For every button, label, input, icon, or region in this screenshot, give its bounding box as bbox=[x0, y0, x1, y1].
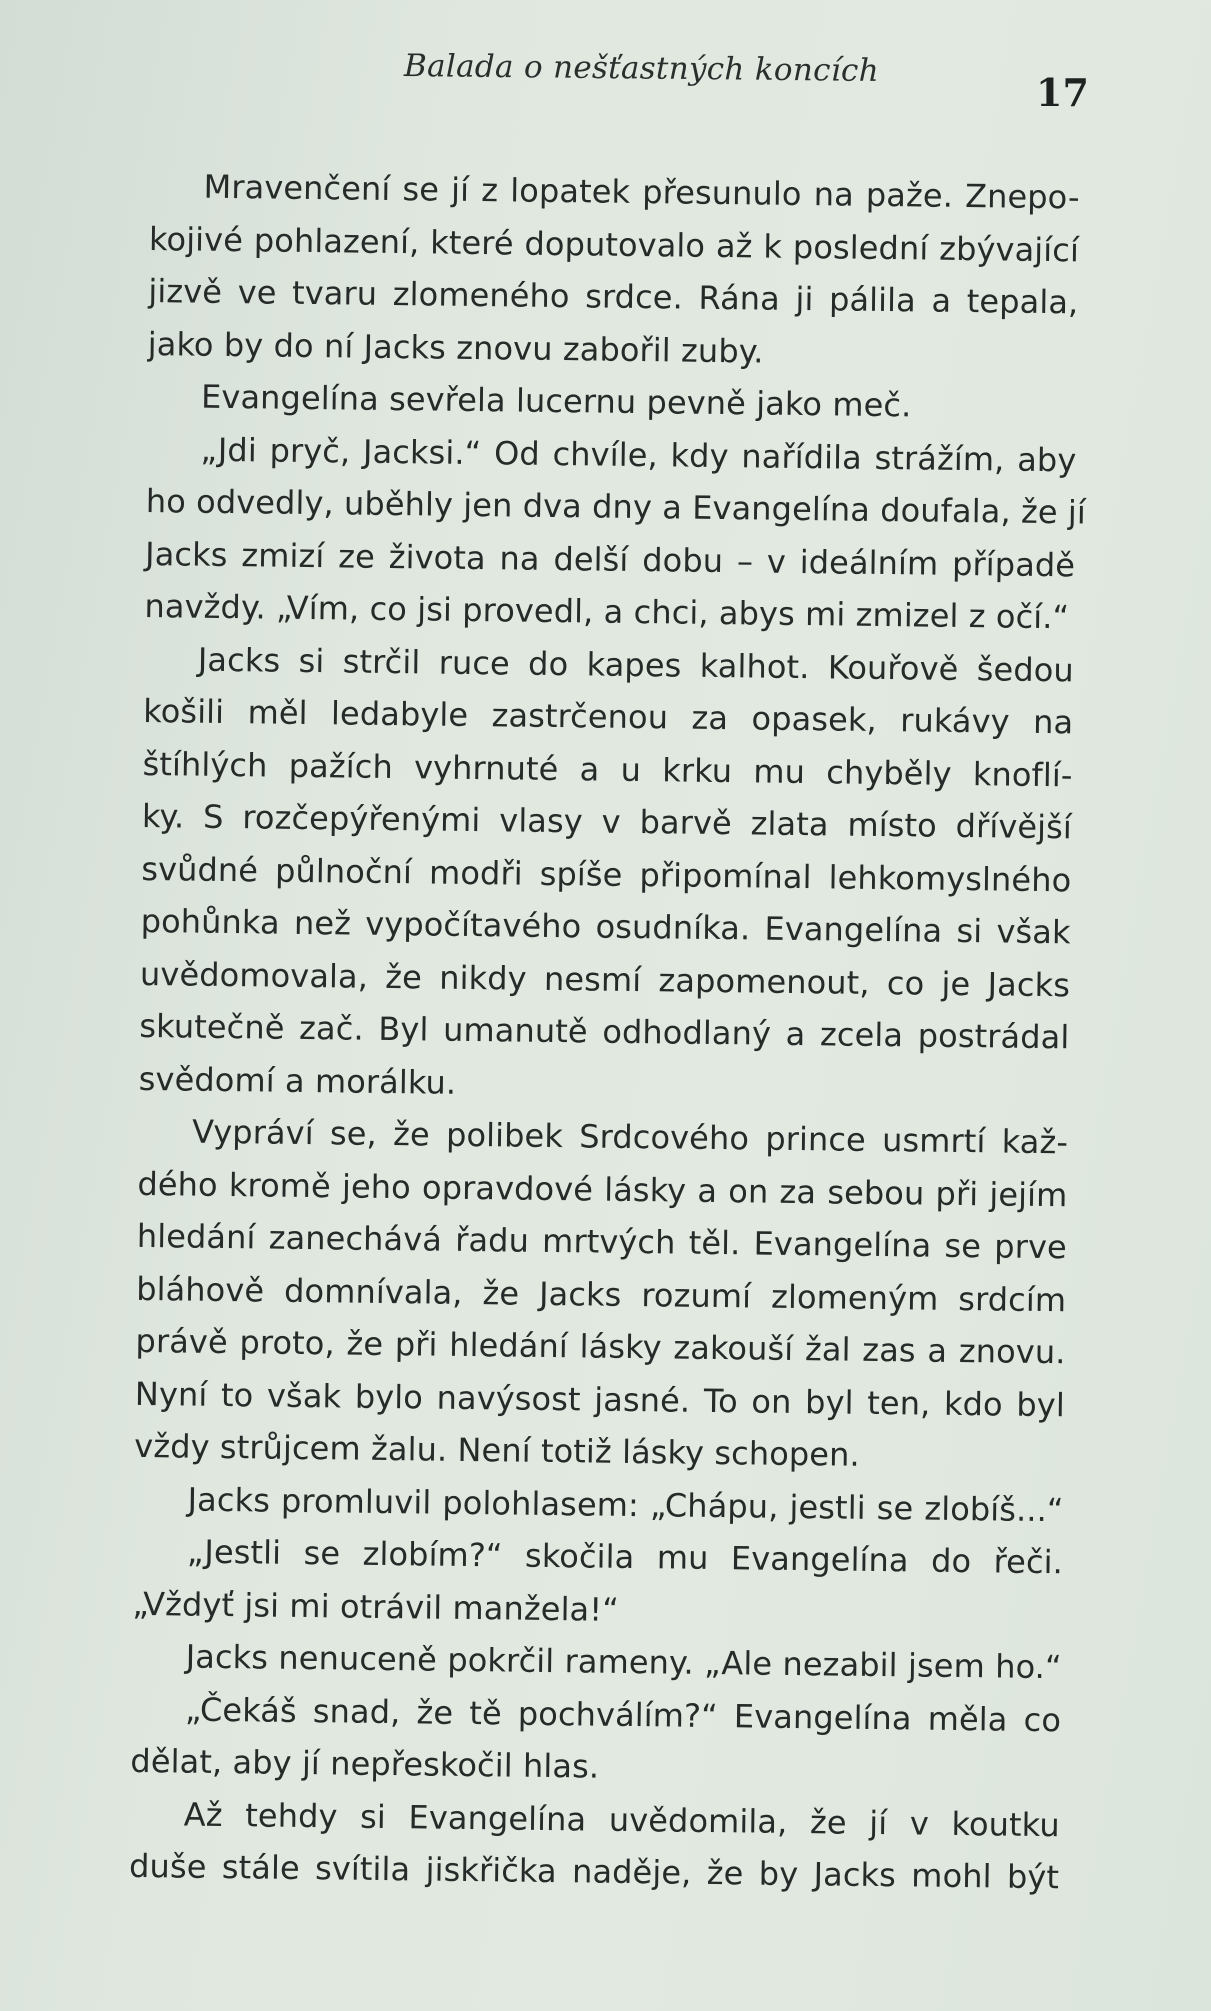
page-number: 17 bbox=[1036, 70, 1089, 115]
text-line: dého kromě jeho opravdové lásky a on za sebou při jejím bbox=[137, 1164, 1068, 1214]
text-line: duše stále svítila jiskřička naděje, že by Jacks mohl být bbox=[128, 1846, 1060, 1897]
text-line: ky. S rozčepýřenými vlasy v barvě zlata místo dřívější bbox=[141, 796, 1073, 847]
text-line: štíhlých pažích vyhrnuté a u krku mu chyběly knoflí- bbox=[142, 744, 1073, 794]
text-line: Jacks nenuceně pokrčil rameny. „Ale nezabil jsem ho.“ bbox=[185, 1637, 1062, 1687]
text-line: „Čekáš snad, že tě pochválím?“ Evangelína měla co bbox=[184, 1690, 1062, 1739]
text-line: Jacks promluvil polohlasem: „Chápu, jestli se zlobíš...“ bbox=[187, 1480, 1064, 1529]
text-line: pohůnka než vypočítavého osudníka. Evangelína si však bbox=[140, 901, 1071, 952]
body-text bbox=[128, 160, 1087, 1904]
text-line: Mravenčení se jí z lopatek přesunulo na paže. Znepo- bbox=[203, 167, 1080, 217]
text-line: ho odvedly, uběhly jen dva dny a Evangelína doufala, že jí bbox=[145, 481, 1087, 532]
text-line: Jacks si strčil ruce do kapes kalhot. Kouřově šedou bbox=[197, 640, 1075, 689]
text-line: uvědomovala, že nikdy nesmí zapomenout, co je Jacks bbox=[139, 954, 1071, 1004]
text-line: „Vždyť jsi mi otrávil manžela!“ bbox=[132, 1584, 620, 1629]
text-line: Jacks zmizí ze života na delší dobu – v ideálním případě bbox=[144, 534, 1076, 584]
text-line: Nyní to však bylo navýsost jasné. To on byl ten, kdo byl bbox=[134, 1374, 1066, 1424]
text-line: Evangelína sevřela lucernu pevně jako meč. bbox=[200, 377, 912, 425]
text-line: „Jdi pryč, Jacksi.“ Od chvíle, kdy nařídila strážím, aby bbox=[200, 430, 1077, 479]
text-line: „Jestli se zlobím?“ skočila mu Evangelína do řeči. bbox=[186, 1532, 1064, 1582]
text-line: skutečně zač. Byl umanutě odhodlaný a zcela postrádal bbox=[139, 1006, 1070, 1057]
text-line: svůdné půlnoční modři spíše připomínal lehkomyslného bbox=[141, 849, 1072, 899]
text-line: svědomí a morálku. bbox=[138, 1059, 457, 1102]
text-line: košili měl ledabyle zastrčenou za opasek, rukávy na bbox=[143, 691, 1074, 742]
text-line: hledání zanechává řadu mrtvých těl. Evangelína se prve bbox=[136, 1216, 1068, 1267]
text-line: právě proto, že při hledání lásky zakouší žal zas a znovu. bbox=[135, 1321, 1066, 1372]
text-line: jizvě ve tvaru zlomeného srdce. Rána ji pálila a tepala, bbox=[148, 271, 1079, 322]
text-line: dělat, aby jí nepřeskočil hlas. bbox=[130, 1741, 600, 1786]
text-line: Až tehdy si Evangelína uvědomila, že jí v koutku bbox=[183, 1795, 1060, 1844]
text-line: Vypráví se, že polibek Srdcového prince usmrtí kaž- bbox=[191, 1112, 1069, 1162]
text-line: jako by do ní Jacks znovu zabořil zuby. bbox=[147, 324, 764, 371]
text-line: navždy. „Vím, co jsi provedl, a chci, abys mi zmizel z očí.“ bbox=[144, 586, 1070, 637]
text-line: bláhově domnívala, že Jacks rozumí zlomeným srdcím bbox=[135, 1269, 1067, 1319]
text-line: kojivé pohlazení, které doputovalo až k poslední zbývající bbox=[148, 219, 1080, 269]
text-line: vždy strůjcem žalu. Není totiž lásky schopen. bbox=[134, 1426, 860, 1474]
running-head: Balada o nešťastných koncích bbox=[403, 48, 880, 89]
